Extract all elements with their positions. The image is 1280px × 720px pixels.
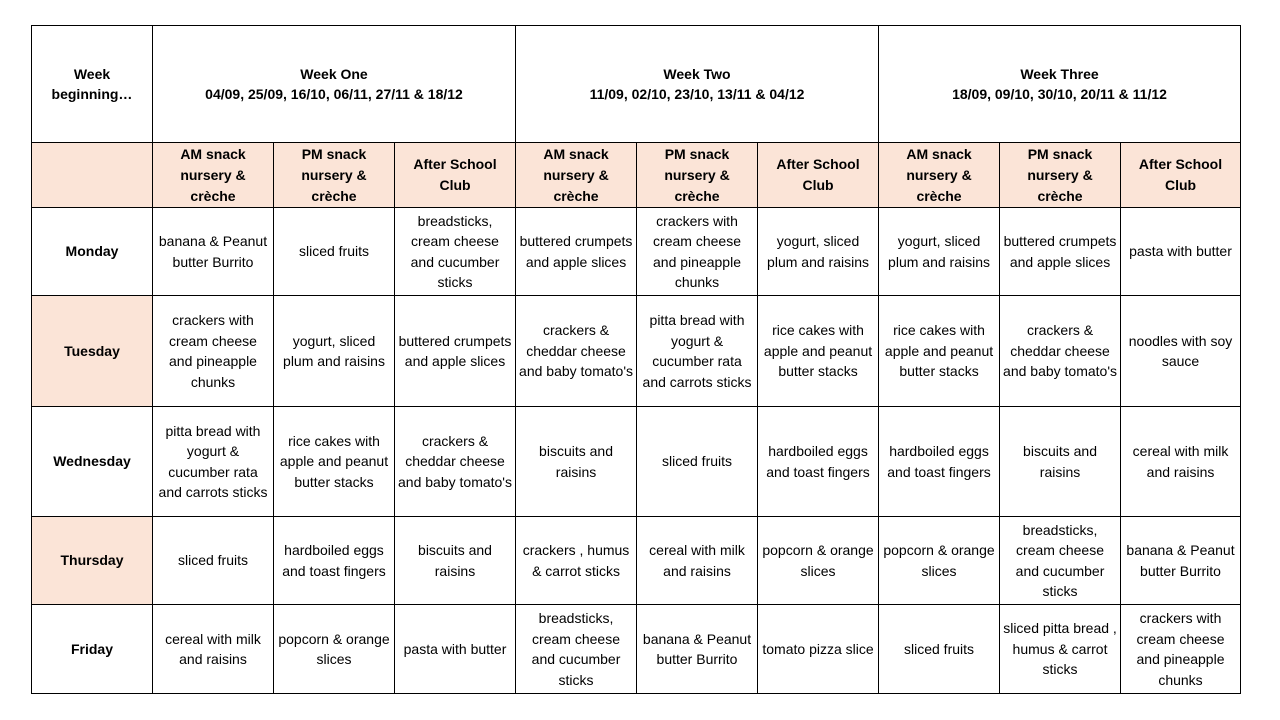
menu-cell: sliced pitta bread , humus & carrot sticks	[1000, 605, 1121, 694]
menu-cell: cereal with milk and raisins	[153, 605, 274, 694]
menu-cell: buttered crumpets and apple slices	[516, 208, 637, 296]
menu-cell: yogurt, sliced plum and raisins	[758, 208, 879, 296]
menu-cell: biscuits and raisins	[516, 407, 637, 517]
menu-cell: yogurt, sliced plum and raisins	[274, 296, 395, 407]
week-three-dates: 18/09, 09/10, 30/10, 20/11 & 11/12	[952, 86, 1167, 102]
menu-cell: crackers & cheddar cheese and baby tomato's	[395, 407, 516, 517]
menu-cell: yogurt, sliced plum and raisins	[879, 208, 1000, 296]
menu-cell: crackers with cream cheese and pineapple chunks	[153, 296, 274, 407]
menu-cell: biscuits and raisins	[1000, 407, 1121, 517]
menu-cell: banana & Peanut butter Burrito	[153, 208, 274, 296]
meal-type-header: PM snack nursery & crèche	[637, 143, 758, 208]
menu-cell: popcorn & orange slices	[274, 605, 395, 694]
meal-type-header: PM snack nursery & crèche	[274, 143, 395, 208]
menu-cell: popcorn & orange slices	[879, 517, 1000, 605]
menu-cell: pitta bread with yogurt & cucumber rata and carrots sticks	[637, 296, 758, 407]
day-row-friday	[32, 605, 1241, 694]
menu-cell: sliced fruits	[637, 407, 758, 517]
week-three-title: Week Three	[1020, 65, 1099, 82]
menu-cell: rice cakes with apple and peanut butter stacks	[274, 407, 395, 517]
week-one-header	[153, 26, 516, 143]
meal-type-header: After School Club	[1121, 143, 1241, 208]
week-three-header	[879, 26, 1241, 143]
menu-cell: noodles with soy sauce	[1121, 296, 1241, 407]
week-beginning-label: Week beginning…	[32, 26, 153, 143]
menu-cell: banana & Peanut butter Burrito	[637, 605, 758, 694]
meal-type-header: AM snack nursery & crèche	[516, 143, 637, 208]
menu-cell: breadsticks, cream cheese and cucumber sticks	[1000, 517, 1121, 605]
menu-cell: pitta bread with yogurt & cucumber rata and carrots sticks	[153, 407, 274, 517]
menu-cell: cereal with milk and raisins	[1121, 407, 1241, 517]
week-two-title: Week Two	[663, 65, 731, 82]
menu-cell: breadsticks, cream cheese and cucumber sticks	[516, 605, 637, 694]
meal-type-header-row	[32, 143, 1241, 208]
menu-cell: crackers & cheddar cheese and baby tomato's	[1000, 296, 1121, 407]
menu-cell: hardboiled eggs and toast fingers	[274, 517, 395, 605]
menu-cell: pasta with butter	[395, 605, 516, 694]
meal-type-header: AM snack nursery & crèche	[153, 143, 274, 208]
menu-cell: sliced fruits	[879, 605, 1000, 694]
menu-cell: sliced fruits	[274, 208, 395, 296]
week-one-dates: 04/09, 25/09, 16/10, 06/11, 27/11 & 18/12	[205, 86, 463, 102]
meal-type-header: After School Club	[395, 143, 516, 208]
menu-cell: banana & Peanut butter Burrito	[1121, 517, 1241, 605]
menu-cell: pasta with butter	[1121, 208, 1241, 296]
menu-cell: crackers , humus & carrot sticks	[516, 517, 637, 605]
day-label: Friday	[32, 605, 153, 694]
menu-cell: cereal with milk and raisins	[637, 517, 758, 605]
day-row-tuesday	[32, 296, 1241, 407]
day-row-monday	[32, 208, 1241, 296]
snack-menu-table	[31, 25, 1241, 694]
menu-cell: crackers with cream cheese and pineapple chunks	[1121, 605, 1241, 694]
menu-cell: hardboiled eggs and toast fingers	[879, 407, 1000, 517]
meal-type-header: PM snack nursery & crèche	[1000, 143, 1121, 208]
week-two-dates: 11/09, 02/10, 23/10, 13/11 & 04/12	[589, 86, 805, 102]
menu-cell: hardboiled eggs and toast fingers	[758, 407, 879, 517]
menu-cell: buttered crumpets and apple slices	[395, 296, 516, 407]
meal-type-corner	[32, 143, 153, 208]
menu-cell: crackers & cheddar cheese and baby tomato's	[516, 296, 637, 407]
day-label: Thursday	[32, 517, 153, 605]
menu-cell: rice cakes with apple and peanut butter stacks	[879, 296, 1000, 407]
menu-cell: breadsticks, cream cheese and cucumber sticks	[395, 208, 516, 296]
week-one-title: Week One	[300, 65, 368, 82]
menu-cell: crackers with cream cheese and pineapple chunks	[637, 208, 758, 296]
day-row-wednesday	[32, 407, 1241, 517]
menu-cell: sliced fruits	[153, 517, 274, 605]
week-header-row	[32, 26, 1241, 143]
day-label: Tuesday	[32, 296, 153, 407]
menu-cell: buttered crumpets and apple slices	[1000, 208, 1121, 296]
week-two-header	[516, 26, 879, 143]
day-label: Wednesday	[32, 407, 153, 517]
menu-cell: popcorn & orange slices	[758, 517, 879, 605]
meal-type-header: After School Club	[758, 143, 879, 208]
meal-type-header: AM snack nursery & crèche	[879, 143, 1000, 208]
day-label: Monday	[32, 208, 153, 296]
menu-cell: rice cakes with apple and peanut butter stacks	[758, 296, 879, 407]
day-row-thursday	[32, 517, 1241, 605]
menu-cell: biscuits and raisins	[395, 517, 516, 605]
menu-cell: tomato pizza slice	[758, 605, 879, 694]
